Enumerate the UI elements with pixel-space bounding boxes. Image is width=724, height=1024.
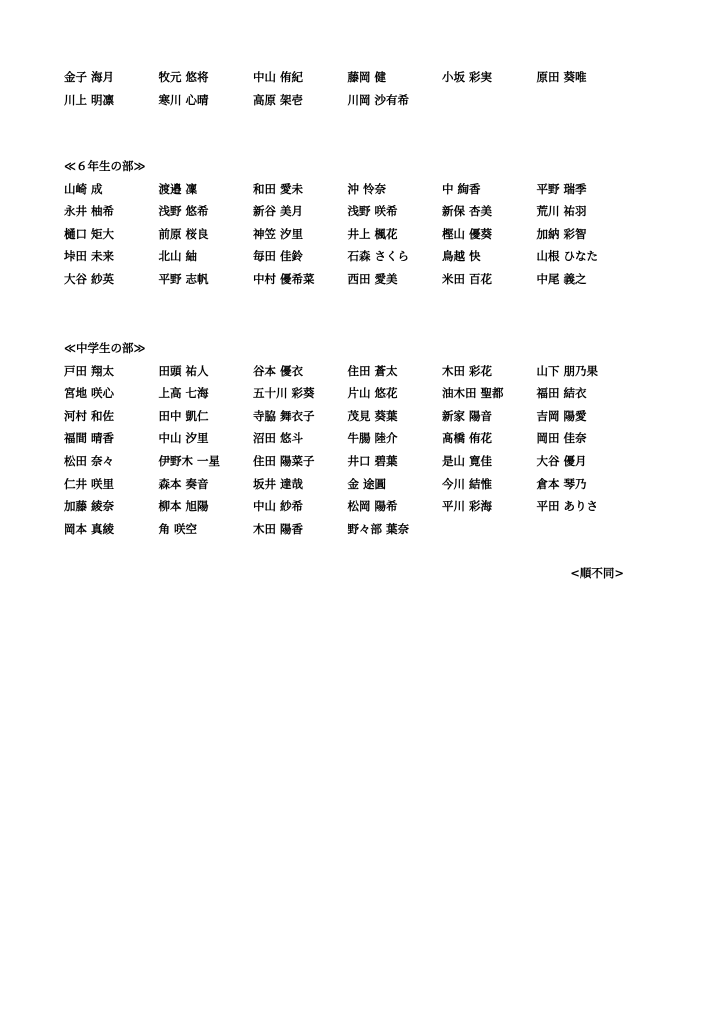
participant-name: 茂見 葵葉 xyxy=(347,408,398,423)
participant-name: 寒川 心晴 xyxy=(158,92,209,107)
participant-name: 森本 奏音 xyxy=(158,476,209,491)
name-row xyxy=(64,427,664,450)
name-row xyxy=(64,405,664,428)
participant-name: 毎田 佳鈴 xyxy=(253,249,304,264)
participant-name: 谷本 優衣 xyxy=(253,363,304,378)
participant-name: 是山 寛佳 xyxy=(442,453,493,468)
participant-name: 福田 結衣 xyxy=(536,386,587,401)
participant-name: 北山 紬 xyxy=(158,249,198,264)
participant-name: 小坂 彩実 xyxy=(442,70,493,84)
name-grid xyxy=(64,178,664,291)
section-heading-grade6: ≪６年生の部≫ xyxy=(64,159,146,173)
participant-name: 大谷 紗英 xyxy=(64,271,115,286)
participant-name: 吉岡 陽愛 xyxy=(536,408,587,423)
name-row xyxy=(64,200,664,223)
name-row xyxy=(64,245,664,268)
participant-name: 中山 侑紀 xyxy=(253,70,304,84)
participant-name: 中尾 義之 xyxy=(536,271,587,286)
participant-name: 沼田 悠斗 xyxy=(253,431,304,446)
participant-name: 伊野木 一星 xyxy=(158,453,221,468)
participant-name: 油木田 聖都 xyxy=(442,386,504,401)
name-row xyxy=(64,518,664,541)
participant-name: 坂井 達哉 xyxy=(253,476,304,491)
section-heading-junior-high: ≪中学生の部≫ xyxy=(64,341,146,355)
participant-name: 五十川 彩葵 xyxy=(253,386,315,401)
participant-name: 柳本 旭陽 xyxy=(158,499,209,514)
participant-name: 鳥越 快 xyxy=(442,249,481,264)
participant-name: 倉本 琴乃 xyxy=(536,476,587,491)
participant-name: 山下 朋乃果 xyxy=(536,363,599,378)
participant-name: 宮地 咲心 xyxy=(64,386,115,401)
name-row xyxy=(64,450,664,473)
section-top xyxy=(64,66,664,111)
participant-name: 井上 楓花 xyxy=(347,226,398,241)
participant-name: 松岡 陽希 xyxy=(347,499,398,514)
participant-name: 髙橋 侑花 xyxy=(442,431,493,446)
participant-name: 福間 晴香 xyxy=(64,431,115,446)
participant-name: 藤岡 健 xyxy=(347,70,387,84)
name-row xyxy=(64,66,664,89)
participant-name: 平田 ありさ xyxy=(536,499,599,514)
participant-name: 金 途圓 xyxy=(347,476,387,491)
name-row xyxy=(64,473,664,496)
participant-name: 山根 ひなた xyxy=(536,249,599,264)
participant-name: 平野 志帆 xyxy=(158,271,209,286)
participant-name: 渡邉 凜 xyxy=(158,181,198,196)
name-grid xyxy=(64,360,664,541)
participant-name: 石森 さくら xyxy=(347,249,410,264)
participant-name: 垰田 未来 xyxy=(64,249,115,264)
participant-name: 野々部 葉奈 xyxy=(347,521,410,536)
participant-name: 新谷 美月 xyxy=(253,204,304,219)
participant-name: 片山 悠花 xyxy=(347,386,398,401)
participant-name: 浅野 咲希 xyxy=(347,204,398,219)
participant-name: 岡田 佳奈 xyxy=(536,431,587,446)
participant-name: 樫山 優葵 xyxy=(442,226,493,241)
participant-name: 神笠 汐里 xyxy=(253,226,304,241)
name-grid xyxy=(64,66,664,111)
participant-name: 中山 紗希 xyxy=(253,499,304,514)
participant-name: 新家 陽音 xyxy=(442,408,493,423)
section-junior-high xyxy=(64,337,664,540)
participant-name: 樋口 矩大 xyxy=(64,226,115,241)
participant-name: 河村 和佐 xyxy=(64,408,115,423)
name-row xyxy=(64,360,664,383)
participant-name: 和田 愛未 xyxy=(253,181,304,196)
participant-name: 角 咲空 xyxy=(158,521,198,536)
name-row xyxy=(64,382,664,405)
participant-name: 前原 桜良 xyxy=(158,226,209,241)
participant-name: 井口 碧葉 xyxy=(347,453,398,468)
participant-name: 新保 杏美 xyxy=(442,204,493,219)
name-row xyxy=(64,223,664,246)
participant-name: 岡本 真綾 xyxy=(64,521,115,536)
participant-name: 川上 明凛 xyxy=(64,92,115,107)
participant-name: 木田 彩花 xyxy=(442,363,493,378)
name-row xyxy=(64,268,664,291)
participant-name: 加藤 綾奈 xyxy=(64,499,115,514)
participant-name: 木田 陽香 xyxy=(253,521,304,536)
participant-name: 仁井 咲里 xyxy=(64,476,115,491)
participant-name: 中村 優希菜 xyxy=(253,271,315,286)
name-row xyxy=(64,89,664,112)
participant-name: 今川 結惟 xyxy=(442,476,493,491)
participant-name: 牛腸 陸介 xyxy=(347,431,398,446)
participant-name: 田頭 祐人 xyxy=(158,363,209,378)
participant-name: 住田 陽菜子 xyxy=(253,453,315,468)
participant-name: 中山 汐里 xyxy=(158,431,209,446)
participant-name: 大谷 優月 xyxy=(536,453,587,468)
participant-name: 永井 柚希 xyxy=(64,204,115,219)
participant-name: 松田 奈々 xyxy=(64,453,115,468)
participant-name: 平野 瑞季 xyxy=(536,181,587,196)
participant-name: 沖 怜奈 xyxy=(347,181,387,196)
participant-name: 浅野 悠希 xyxy=(158,204,209,219)
participant-name: 荒川 祐羽 xyxy=(536,204,587,219)
participant-name: 住田 蒼太 xyxy=(347,363,398,378)
participant-name: 上高 七海 xyxy=(158,386,209,401)
order-note: <順不同> xyxy=(570,566,624,580)
participant-name: 川岡 沙有希 xyxy=(347,92,410,107)
section-grade6 xyxy=(64,155,664,291)
participant-name: 寺脇 舞衣子 xyxy=(253,408,315,423)
participant-name: 戸田 翔太 xyxy=(64,363,115,378)
participant-name: 山崎 成 xyxy=(64,181,103,196)
participant-name: 米田 百花 xyxy=(442,271,493,286)
participant-name: 平川 彩海 xyxy=(442,499,493,514)
participant-name: 田中 凱仁 xyxy=(158,408,209,423)
participant-name: 牧元 悠将 xyxy=(158,70,209,84)
participant-name: 加納 彩智 xyxy=(536,226,587,241)
name-row xyxy=(64,495,664,518)
participant-name: 高原 架壱 xyxy=(253,92,304,107)
participant-name: 原田 葵唯 xyxy=(536,70,587,84)
participant-name: 中 絢香 xyxy=(442,181,481,196)
participant-name: 西田 愛美 xyxy=(347,271,398,286)
name-row xyxy=(64,178,664,201)
participant-name: 金子 海月 xyxy=(64,70,115,84)
